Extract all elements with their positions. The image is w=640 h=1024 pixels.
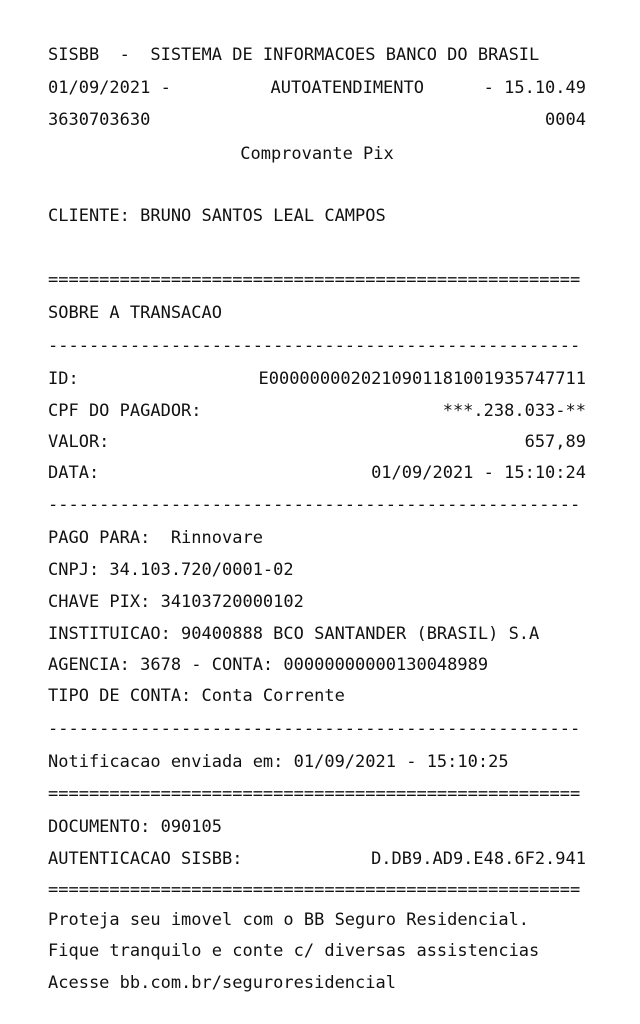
separator-single: ----------------------------------------------------	[48, 495, 581, 515]
authentication-row	[48, 849, 586, 869]
separator-single: ----------------------------------------------------	[48, 719, 581, 739]
payee-account-type: TIPO DE CONTA: Conta Corrente	[48, 686, 345, 706]
transaction-value-amount: 657,89	[524, 432, 586, 452]
terminal-code: 0004	[545, 110, 586, 130]
header-date-mode-time	[48, 78, 586, 98]
separator-double: ====================================================	[48, 270, 581, 290]
transaction-date-row	[48, 463, 586, 483]
separator-double: ====================================================	[48, 880, 581, 900]
paid-to: PAGO PARA: Rinnovare	[48, 528, 263, 548]
notification-sent: Notificacao enviada em: 01/09/2021 - 15:10:25	[48, 752, 509, 772]
footer-line-1: Proteja seu imovel com o BB Seguro Residencial.	[48, 910, 530, 930]
transaction-id-row	[48, 369, 586, 389]
transaction-value-row	[48, 432, 586, 452]
payer-cpf-value: ***.238.033-**	[442, 401, 586, 421]
document-number: DOCUMENTO: 090105	[48, 817, 222, 837]
client-name: CLIENTE: BRUNO SANTOS LEAL CAMPOS	[48, 206, 386, 226]
separator-double: ====================================================	[48, 784, 581, 804]
authentication-value: D.DB9.AD9.E48.6F2.941	[371, 849, 586, 869]
system-title: SISBB - SISTEMA DE INFORMACOES BANCO DO BRASIL	[48, 45, 540, 65]
transaction-id-label: ID:	[48, 369, 79, 389]
header-terminal-row	[48, 110, 586, 130]
transaction-id-value: E0000000020210901181001935747711	[258, 369, 586, 389]
separator-single: ----------------------------------------------------	[48, 336, 581, 356]
header-mode: AUTOATENDIMENTO	[270, 78, 424, 98]
transaction-date-value: 01/09/2021 - 15:10:24	[371, 463, 586, 483]
header-time: - 15.10.49	[483, 78, 586, 98]
header-date: 01/09/2021 -	[48, 78, 171, 98]
transaction-section-title: SOBRE A TRANSACAO	[48, 303, 222, 323]
footer-line-2: Fique tranquilo e conte c/ diversas assistencias	[48, 941, 540, 961]
receipt-title: Comprovante Pix	[240, 144, 394, 164]
client-agency-row	[48, 240, 586, 260]
terminal-number: 3630703630	[48, 110, 151, 130]
payee-pix-key: CHAVE PIX: 34103720000102	[48, 592, 304, 612]
payer-cpf-label: CPF DO PAGADOR:	[48, 401, 202, 421]
footer-line-3: Acesse bb.com.br/seguroresidencial	[48, 973, 396, 993]
payee-agency-account: AGENCIA: 3678 - CONTA: 00000000000130048989	[48, 655, 489, 675]
payee-cnpj: CNPJ: 34.103.720/0001-02	[48, 560, 294, 580]
payee-institution: INSTITUICAO: 90400888 BCO SANTANDER (BRASIL) S.A	[48, 624, 540, 644]
authentication-label: AUTENTICACAO SISBB:	[48, 849, 243, 869]
transaction-value-label: VALOR:	[48, 432, 110, 452]
transaction-date-label: DATA:	[48, 463, 100, 483]
payer-cpf-row	[48, 401, 586, 421]
